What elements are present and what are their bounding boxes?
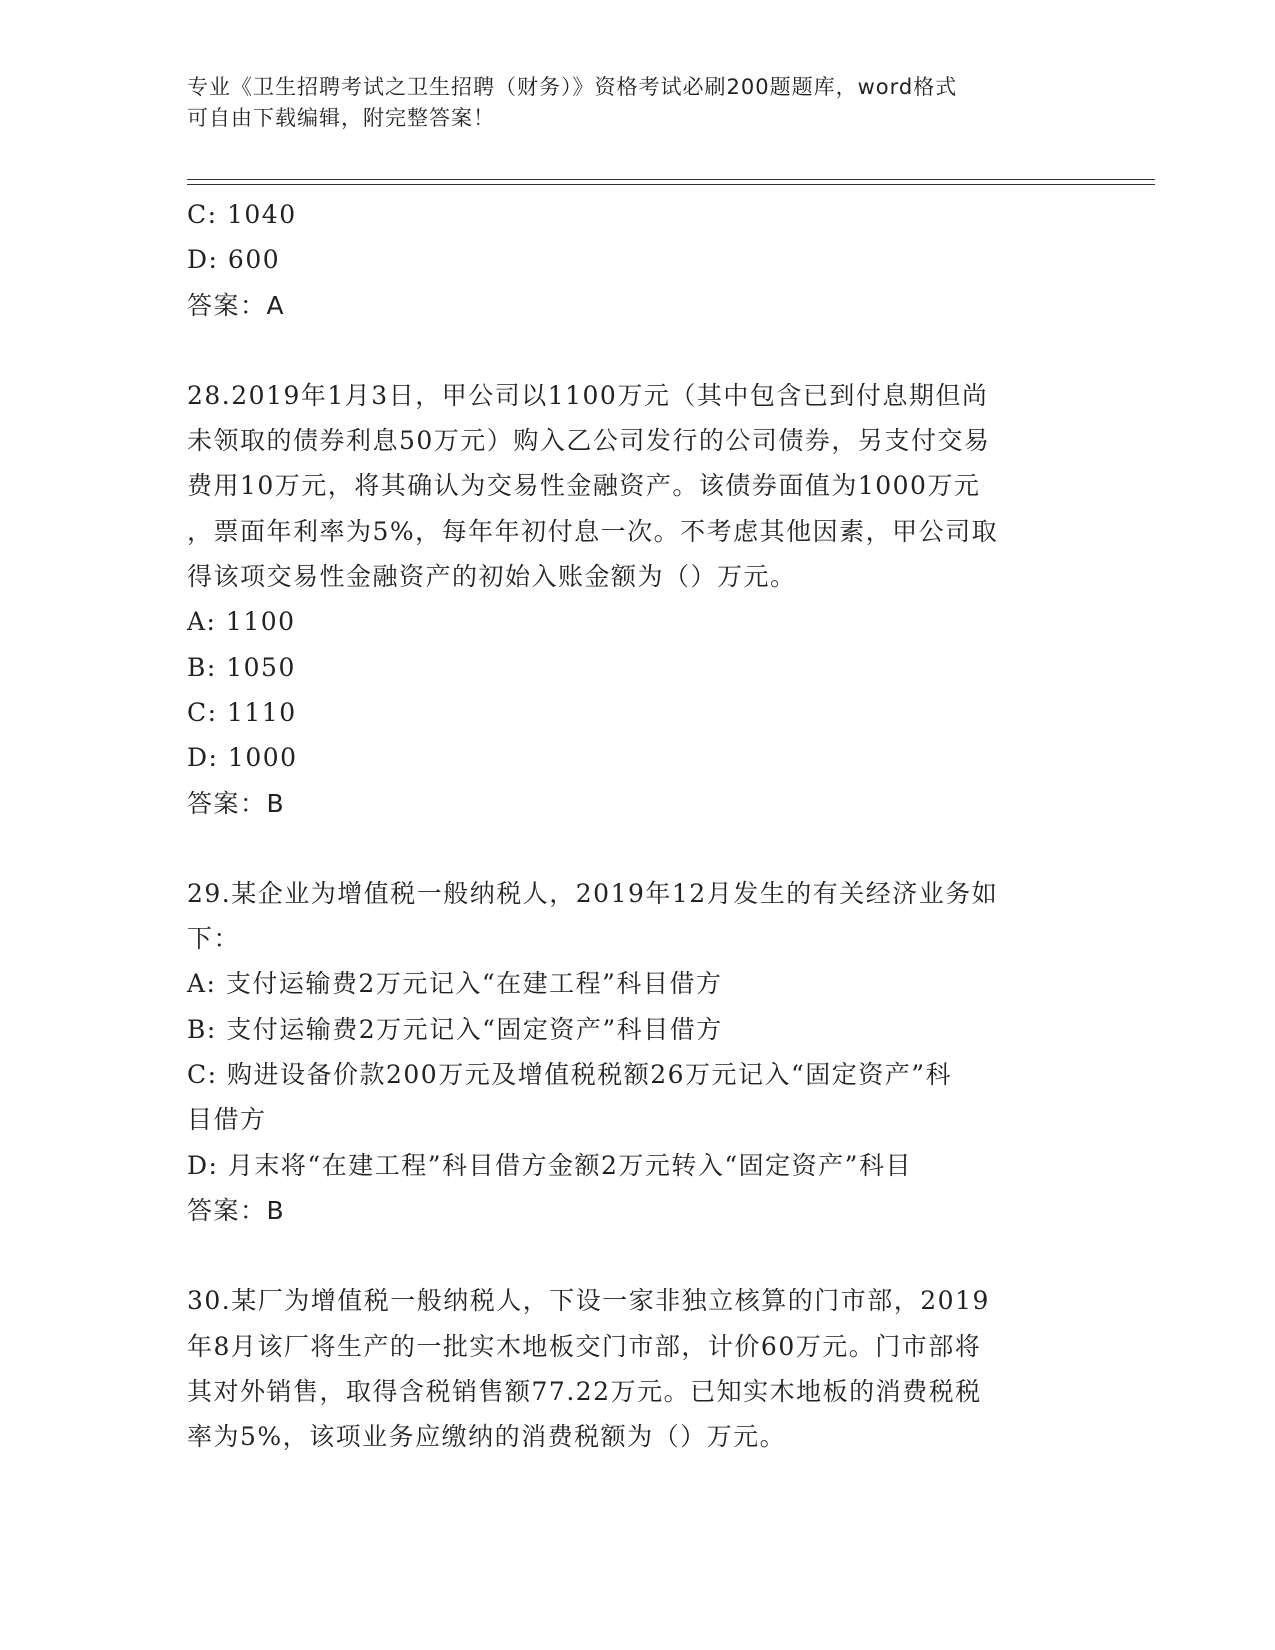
q28-text-line: ，票面年利率为5%，每年年初付息一次。不考虑其他因素，甲公司取: [187, 516, 999, 546]
spacer: [187, 328, 1087, 373]
prev-option-d: D: 600: [187, 245, 281, 275]
q28-answer: 答案：B: [187, 788, 286, 818]
q30-text-line: 30.某厂为增值税一般纳税人，下设一家非独立核算的门市部，2019: [187, 1286, 990, 1316]
q29-option-b: B: 支付运输费2万元记入“固定资产”科目借方: [187, 1014, 723, 1044]
prev-answer: 答案：A: [187, 290, 286, 320]
q28-text-line: 费用10万元，将其确认为交易性金融资产。该债券面值为1000万元: [187, 471, 981, 501]
header-rule-bottom: [187, 184, 1155, 185]
q30-text-line: 年8月该厂将生产的一批实木地板交门市部，计价60万元。门市部将: [187, 1331, 982, 1361]
q29-option-c: C: 购进设备价款200万元及增值税税额26万元记入“固定资产”科: [187, 1060, 953, 1090]
spacer: [187, 1233, 1087, 1278]
question-content: [187, 192, 1087, 1459]
q28-text-line: 得该项交易性金融资产的初始入账金额为（）万元。: [187, 562, 797, 592]
prev-option-c: C: 1040: [187, 200, 297, 229]
q29-option-a: A: 支付运输费2万元记入“在建工程”科目借方: [187, 969, 723, 999]
spacer: [187, 826, 1087, 871]
q28-option-c: C: 1110: [187, 697, 297, 727]
q29-option-d: D: 月末将“在建工程”科目借方金额2万元转入“固定资产”科目: [187, 1150, 912, 1180]
q29-text-line: 下：: [187, 924, 241, 954]
q29-option-c-cont: 目借方: [187, 1105, 267, 1135]
header-line-1: 专业《卫生招聘考试之卫生招聘（财务）》资格考试必刷200题题库，word格式: [187, 75, 958, 99]
q30-text-line: 其对外销售，取得含税销售额77.22万元。已知实木地板的消费税税: [187, 1376, 982, 1406]
document-header: [187, 72, 1067, 134]
q30-text-line: 率为5%，该项业务应缴纳的消费税额为（）万元。: [187, 1422, 787, 1452]
q28-text-line: 未领取的债券利息50万元）购入乙公司发行的公司债券，另支付交易: [187, 426, 991, 456]
q28-option-a: A: 1100: [187, 607, 296, 637]
q29-answer: 答案：B: [187, 1195, 286, 1225]
header-line-2: 可自由下载编辑，附完整答案！: [187, 106, 495, 130]
q28-option-d: D: 1000: [187, 743, 298, 773]
q29-text-line: 29.某企业为增值税一般纳税人，2019年12月发生的有关经济业务如: [187, 878, 999, 908]
q28-option-b: B: 1050: [187, 652, 296, 682]
header-rule-top: [187, 179, 1155, 180]
q28-text-line: 28.2019年1月3日，甲公司以1100万元（其中包含已到付息期但尚: [187, 380, 989, 410]
